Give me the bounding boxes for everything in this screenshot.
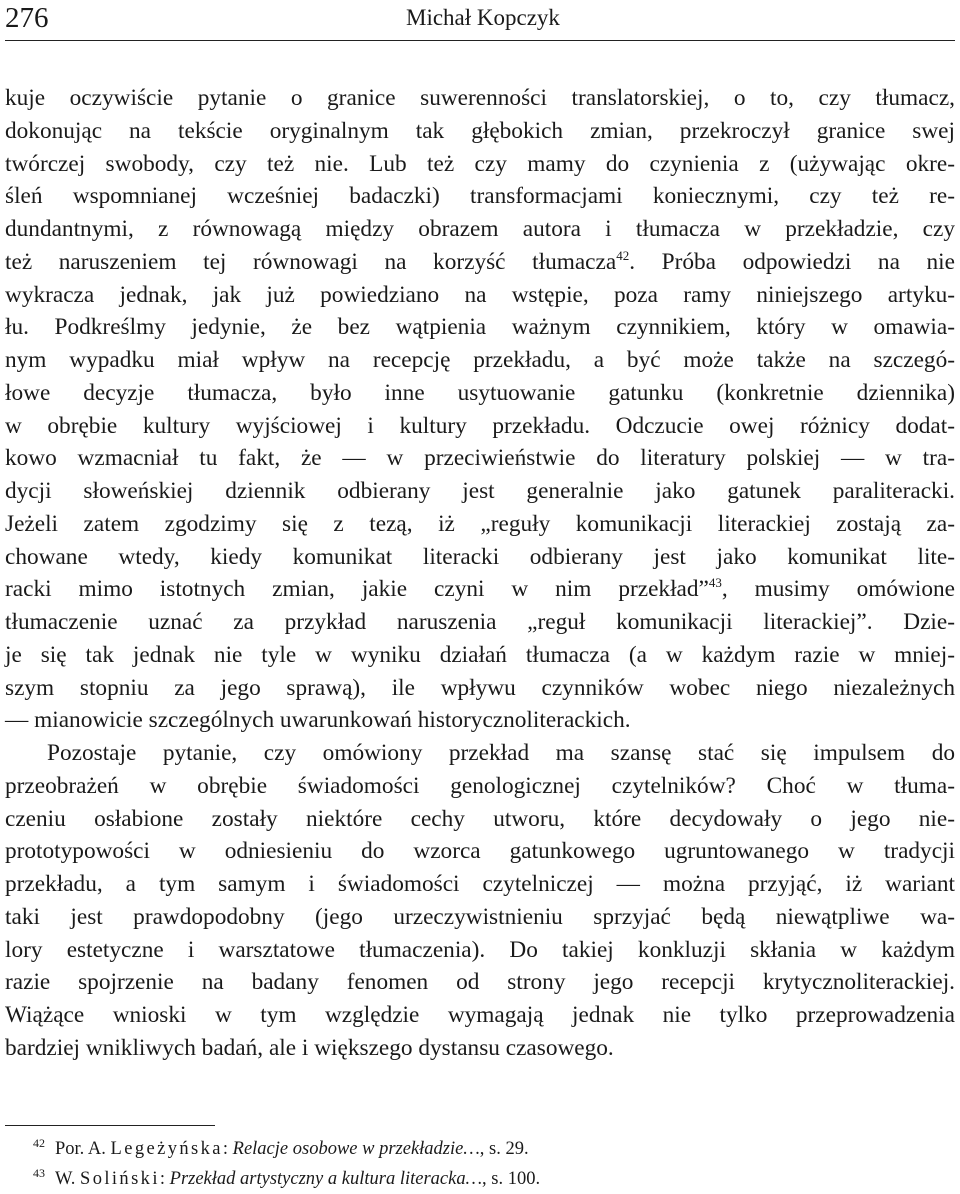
text-line xyxy=(5,639,955,672)
text-line xyxy=(5,377,955,410)
text-line xyxy=(5,541,955,574)
line-text-after: . Próba odpowiedzi na nie xyxy=(629,248,955,275)
text-line xyxy=(5,901,955,934)
running-head-author: Michał Kopczyk xyxy=(406,5,560,30)
text-line xyxy=(5,868,955,901)
text-line xyxy=(5,770,955,803)
text-line xyxy=(5,803,955,836)
line-text: dundantnymi, z równowagą między obrazem autora i tłumacza w przekładzie, czy xyxy=(5,216,955,242)
line-text: śleń wspomnianej wcześniej badaczki) transformacjami koniecznymi, czy też re- xyxy=(5,183,955,210)
line-text: dycji słoweńskiej dziennik odbierany jest generalnie jako gatunek paraliteracki. xyxy=(5,478,955,504)
line-text: też naruszeniem tej równowagi na korzyść tłumacza xyxy=(5,248,617,275)
text-line xyxy=(5,410,955,443)
line-text: przeobrażeń w obrębie świadomości genologicznej czytelników? Choć w tłuma- xyxy=(5,772,955,799)
line-text: Jeżeli zatem zgodzimy się z tezą, iż „reguły komunikacji literackiej zostają za- xyxy=(5,510,955,537)
text-line xyxy=(5,279,955,312)
body-text xyxy=(5,82,955,1065)
text-line xyxy=(5,704,955,737)
line-text: Wiążące wnioski w tym względzie wymagają jednak nie tylko przeprowadzenia xyxy=(5,1002,955,1028)
footnote-title: Relacje osobowe w przekładzie… xyxy=(232,1139,480,1159)
text-line xyxy=(5,999,955,1032)
footnote-author: Soliński xyxy=(80,1169,160,1189)
text-line xyxy=(5,737,955,770)
line-text: szym stopniu za jego sprawą), ile wpływu czynników wobec niego niezależnych xyxy=(5,674,955,701)
footnote-prefix: Por. A. xyxy=(55,1139,111,1159)
line-text: wykracza jednak, jak już powiedziano na wstępie, poza ramy niniejszego artyku- xyxy=(5,281,955,308)
line-text: racki mimo istotnych zmian, jakie czyni w nim przekład” xyxy=(5,576,709,603)
footnote-title: Przekład artystyczny a kultura literacka… xyxy=(169,1169,483,1189)
text-line xyxy=(5,180,955,213)
line-text: dokonując na tekście oryginalnym tak głębokich zmian, przekroczył granice swej xyxy=(5,117,955,144)
footnote-author: Legeżyńska xyxy=(110,1139,223,1159)
text-line xyxy=(5,82,955,115)
footnote-rule xyxy=(5,1125,215,1126)
page-number: 276 xyxy=(5,2,49,34)
text-line xyxy=(5,344,955,377)
text-line xyxy=(5,246,955,279)
footnote-reference: 43 xyxy=(708,575,722,591)
footnote: 42 Por. A. Legeżyńska: Relacje osobowe w przekładzie…, s. 29. xyxy=(33,1136,529,1159)
text-line xyxy=(5,573,955,606)
footnotes xyxy=(5,1134,955,1194)
line-text-after: , musimy omówione xyxy=(721,576,955,603)
footnote-prefix: W. xyxy=(55,1169,81,1189)
line-text: bardziej wnikliwych badań, ale i większego dystansu czasowego. xyxy=(5,1034,614,1061)
text-line xyxy=(5,148,955,181)
line-text: w obrębie kultury wyjściowej i kultury przekładu. Odczucie owej różnicy dodat- xyxy=(5,412,955,439)
text-line xyxy=(5,934,955,967)
footnote-reference: 42 xyxy=(616,247,630,263)
footnote-separator: : xyxy=(222,1139,233,1159)
text-line xyxy=(5,966,955,999)
line-text: łowe decyzje tłumacza, było inne usytuowanie gatunku (konkretnie dziennika) xyxy=(5,379,955,406)
line-text: przekładu, a tym samym i świadomości czytelniczej — można przyjąć, iż wariant xyxy=(5,871,955,897)
line-text: łu. Podkreślmy jedynie, że bez wątpienia ważnym czynnikiem, który w omawia- xyxy=(5,314,955,341)
text-line xyxy=(5,1032,955,1065)
footnote-suffix: , s. 29. xyxy=(479,1139,529,1159)
line-text: Pozostaje pytanie, czy omówiony przekład ma szansę stać się impulsem do xyxy=(47,740,955,766)
text-line xyxy=(5,475,955,508)
line-text: nym wypadku miał wpływ na recepcję przekładu, a być może także na szczegó- xyxy=(5,347,955,373)
footnote: 43 W. Soliński: Przekład artystyczny a kultura literacka…, s. 100. xyxy=(33,1166,541,1189)
text-line xyxy=(5,213,955,246)
line-text: kowo wzmacniał tu fakt, że — w przeciwieństwie do literatury polskiej — w tra- xyxy=(5,445,955,472)
line-text: — mianowicie szczególnych uwarunkowań historycznoliterackich. xyxy=(5,707,631,734)
footnote-suffix: , s. 100. xyxy=(482,1169,541,1189)
line-text: czeniu osłabione zostały niektóre cechy utworu, które decydowały o jego nie- xyxy=(5,805,955,832)
text-line xyxy=(5,835,955,868)
text-line xyxy=(5,606,955,639)
line-text: razie spojrzenie na badany fenomen od strony jego recepcji krytycznoliterackiej. xyxy=(5,969,955,996)
footnote-separator: : xyxy=(159,1169,170,1189)
text-line xyxy=(5,115,955,148)
line-text: twórczej swobody, czy też nie. Lub też czy mamy do czynienia z (używając okre- xyxy=(5,150,955,177)
text-line xyxy=(5,442,955,475)
line-text: chowane wtedy, kiedy komunikat literacki odbierany jest jako komunikat lite- xyxy=(5,543,955,570)
text-line xyxy=(5,672,955,705)
line-text: tłumaczenie uznać za przykład naruszenia „reguł komunikacji literackiej”. Dzie- xyxy=(5,609,955,635)
text-line xyxy=(5,311,955,344)
line-text: prototypowości w odniesieniu do wzorca gatunkowego ugruntowanego w tradycji xyxy=(5,838,955,865)
text-line xyxy=(5,508,955,541)
line-text: lory estetyczne i warsztatowe tłumaczenia). Do takiej konkluzji skłania w każdym xyxy=(5,936,955,963)
line-text: je się tak jednak nie tyle w wyniku działań tłumacza (a w każdym razie w mniej- xyxy=(5,641,955,668)
header-rule xyxy=(5,40,955,41)
line-text: taki jest prawdopodobny (jego urzeczywistnieniu sprzyjać będą niewątpliwe wa- xyxy=(5,903,955,930)
page-header xyxy=(5,0,955,40)
line-text: kuje oczywiście pytanie o granice suwerenności translatorskiej, o to, czy tłumacz, xyxy=(5,85,955,111)
